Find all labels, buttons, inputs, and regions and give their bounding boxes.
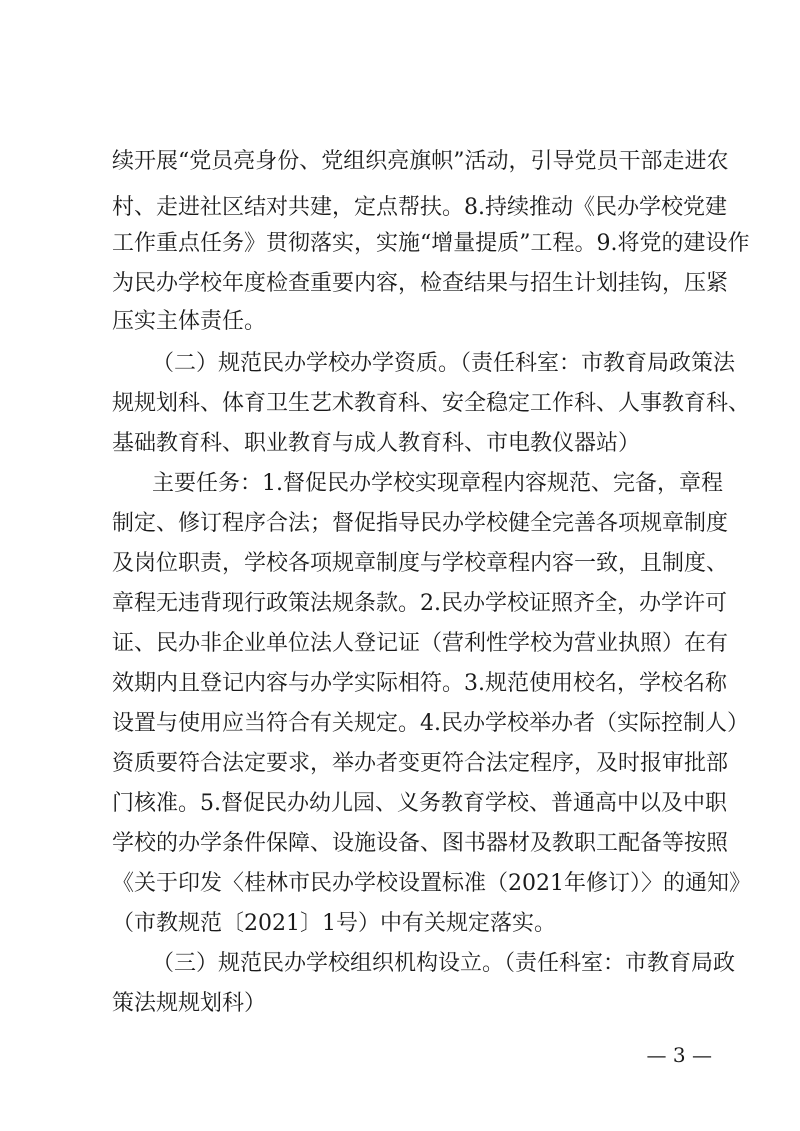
text-line: 压实主体责任。 <box>112 309 267 334</box>
section-heading: （三）规范民办学校组织机构设立。（责任科室：市教育局政 <box>152 951 736 976</box>
text-line: 工作重点任务》贯彻落实，实施“增量提质”工程。9.将党的建设作 <box>112 231 750 256</box>
text-line: 制定、修订程序合法；督促指导民办学校健全完善各项规章制度 <box>112 511 729 536</box>
text-line: 章程无违背现行政策法规条款。2.民办学校证照齐全，办学许可 <box>112 591 727 616</box>
page-number: — 3 — <box>646 1043 712 1067</box>
text-line: 效期内且登记内容与办学实际相符。3.规范使用校名，学校名称 <box>112 671 727 696</box>
text-line: 门核准。5.督促民办幼儿园、义务教育学校、普通高中以及中职 <box>112 791 727 816</box>
text-line: 续开展“党员亮身份、党组织亮旗帜”活动，引导党员干部走进农 <box>112 149 729 174</box>
text-line: 资质要符合法定要求，举办者变更符合法定程序，及时报审批部 <box>112 751 729 776</box>
text-line: 基础教育科、职业教育与成人教育科、市电教仪器站） <box>112 431 641 456</box>
text-line: 《关于印发〈桂林市民办学校设置标准（2021年修订）〉的通知》 <box>112 871 751 896</box>
text-line: 学校的办学条件保障、设施设备、图书器材及教职工配备等按照 <box>112 831 729 856</box>
text-line: 设置与使用应当符合有关规定。4.民办学校举办者（实际控制人） <box>112 711 749 736</box>
text-line: 村、走进社区结对共建，定点帮扶。8.持续推动《民办学校党建 <box>112 195 727 220</box>
section-heading: （二）规范民办学校办学资质。（责任科室：市教育局政策法 <box>152 351 736 376</box>
text-line: 为民办学校年度检查重要内容，检查结果与招生计划挂钩，压紧 <box>112 271 729 296</box>
text-line: 证、民办非企业单位法人登记证（营利性学校为营业执照）在有 <box>112 631 729 656</box>
text-line: 及岗位职责，学校各项规章制度与学校章程内容一致，且制度、 <box>112 551 729 576</box>
text-line: （市教规范〔2021〕1号）中有关规定落实。 <box>112 911 556 936</box>
text-line: 规规划科、体育卫生艺术教育科、安全稳定工作科、人事教育科、 <box>112 391 751 416</box>
text-line: 策法规规划科） <box>112 991 267 1016</box>
text-line: 主要任务：1.督促民办学校实现章程内容规范、完备，章程 <box>152 471 723 496</box>
